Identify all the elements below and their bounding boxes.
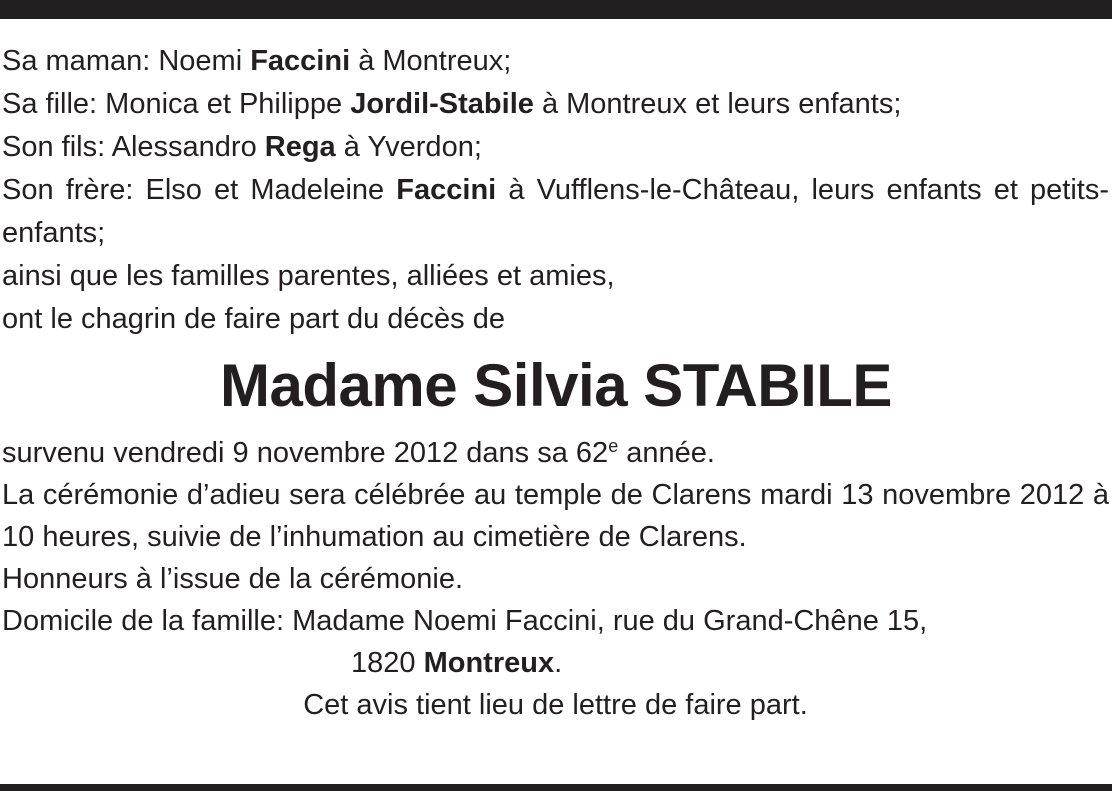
family-line-mother <box>2 40 1109 83</box>
family-line-daughter <box>2 83 1109 126</box>
family-surname: Rega <box>264 131 336 163</box>
family-line-relatives: ainsi que les familles parentes, alliées et amies, <box>2 260 615 292</box>
family-surname: Jordil-Stabile <box>350 88 534 120</box>
ordinal-superscript: e <box>608 436 619 456</box>
honours-line: Honneurs à l’issue de la cérémonie. <box>2 563 464 595</box>
deceased-name: Madame Silvia STABILE <box>220 352 892 419</box>
family-line-text: Son frère: Elso et Madeleine <box>2 174 397 206</box>
family-list <box>2 40 1109 341</box>
domicile-line <box>2 600 1109 642</box>
family-line-text: à Montreux; <box>350 45 512 77</box>
family-line-text: à Yverdon; <box>335 131 482 163</box>
domicile-address: Madame Noemi Faccini, rue du Grand-Chêne 15, <box>292 605 928 637</box>
passing-text: année. <box>618 437 715 469</box>
ceremony-paragraph: La cérémonie d’adieu sera célébrée au temple de Clarens mardi 13 novembre 2012 à 10 heures, suivie de l’inhumation au cimetière de Clarens. <box>2 479 1109 553</box>
postcode: 1820 <box>351 647 424 679</box>
domicile-city-line <box>2 642 1109 684</box>
bottom-rule <box>0 784 1112 791</box>
top-rule <box>0 0 1112 19</box>
family-line-son <box>2 126 1109 169</box>
city: Montreux <box>423 647 555 679</box>
family-line-text: Sa fille: Monica et Philippe <box>2 88 351 120</box>
family-line-brother <box>2 169 1109 255</box>
family-line-text: à Montreux et leurs enfants; <box>533 88 902 120</box>
passing-line <box>2 432 1109 474</box>
family-line-announcement: ont le chagrin de faire part du décès de <box>2 303 505 335</box>
family-line-text: Sa maman: Noemi <box>2 45 251 77</box>
family-line-text: à Vufflens-le-Château, leurs enfants et petits-enfants; <box>2 174 1109 249</box>
closing-line: Cet avis tient lieu de lettre de faire part. <box>303 689 808 721</box>
passing-text: survenu vendredi 9 novembre 2012 dans sa 62 <box>2 437 609 469</box>
family-line-text: Son fils: Alessandro <box>2 131 265 163</box>
details-block <box>2 432 1109 726</box>
family-surname: Faccini <box>250 45 351 77</box>
family-surname: Faccini <box>396 174 497 206</box>
city-suffix: . <box>554 647 563 679</box>
domicile-label: Domicile de la famille: <box>2 605 293 637</box>
